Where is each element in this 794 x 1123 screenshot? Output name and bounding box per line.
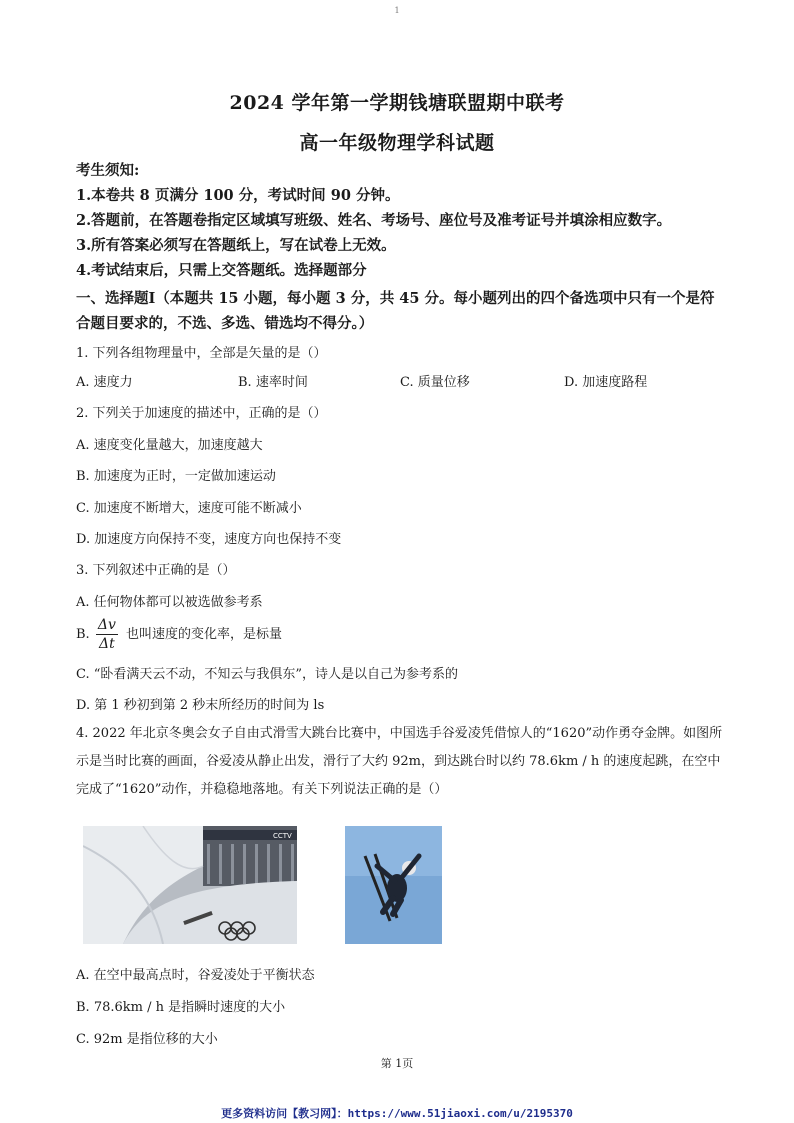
option: B. 加速度为正时，一定做加速运动	[76, 469, 276, 484]
option-label: B.	[76, 627, 90, 642]
option-with-fraction	[76, 616, 282, 653]
fraction-denominator: Δt	[98, 636, 115, 652]
exam-subtitle: 高一年级物理学科试题	[299, 132, 495, 154]
option: C. 加速度不断增大，速度可能不断减小	[76, 501, 302, 516]
option: C. 质量位移	[400, 375, 470, 390]
option: C. “卧看满天云不动，不知云与我俱东”，诗人是以自己为参考系的	[76, 667, 459, 682]
option: C. 92m 是指位移的大小	[76, 1032, 218, 1047]
question-3-stem: 3. 下列叙述中正确的是（）	[76, 563, 236, 578]
exam-title: 2024 学年第一学期钱塘联盟期中联考	[229, 92, 565, 114]
exam-notice	[76, 158, 671, 283]
notice-item: 2.答题前，在答题卷指定区域填写班级、姓名、考场号、座位号及准考证号并填涂相应数字。	[76, 212, 672, 229]
notice-item: 4.考试结束后，只需上交答题纸。选择题部分	[76, 262, 367, 279]
page-top-mark: 1	[394, 6, 400, 15]
option: A. 在空中最高点时，谷爱凌处于平衡状态	[76, 968, 315, 983]
section-heading: 一、选择题Ⅰ（本题共 15 小题，每小题 3 分，共 45 分。每小题列出的四个备选项中只有一个是符合题目要求的，不选、多选、错选均不得分。）	[76, 290, 715, 332]
tv-logo-text: CCTV	[273, 832, 292, 840]
ski-jump-photo	[83, 826, 297, 944]
option-text: 也叫速度的变化率，是标量	[126, 627, 283, 642]
resource-link[interactable]: 更多资料访问【教习网】：https://www.51jiaoxi.com/u/2195370	[221, 1107, 573, 1120]
page-number: 第 1页	[380, 1057, 414, 1070]
option: D. 加速度方向保持不变，速度方向也保持不变	[76, 532, 342, 547]
fraction-numerator: Δv	[97, 617, 116, 633]
question-2-stem: 2. 下列关于加速度的描述中，正确的是（）	[76, 406, 327, 421]
notice-heading: 考生须知:	[76, 162, 140, 179]
option: D. 第 1 秒初到第 2 秒末所经历的时间为 ls	[76, 698, 325, 713]
question-1-stem: 1. 下列各组物理量中，全部是矢量的是（）	[76, 346, 327, 361]
option: B. 78.6km / h 是指瞬时速度的大小	[76, 1000, 286, 1015]
option: B. 速率时间	[238, 375, 308, 390]
option: D. 加速度路程	[564, 375, 648, 390]
option: A. 速度力	[76, 375, 133, 390]
question-4-stem: 4. 2022 年北京冬奥会女子自由式滑雪大跳台比赛中，中国选手谷爱凌凭借惊人的“1620”动作勇夺金牌。如图所示是当时比赛的画面，谷爱凌从静止出发，滑行了大约 92m，到达跳台时以约 78.6km / h 的速度起跳，在空中完成了“1620”动作，并稳稳地落地。有关下列说法正确的是（）	[76, 726, 723, 797]
fraction	[96, 616, 118, 653]
option: A. 任何物体都可以被选做参考系	[76, 595, 263, 610]
notice-item: 3.所有答案必须写在答题纸上，写在试卷上无效。	[76, 237, 396, 254]
option: A. 速度变化量越大，加速度越大	[76, 438, 263, 453]
notice-item: 1.本卷共 8 页满分 100 分，考试时间 90 分钟。	[76, 187, 400, 204]
skier-in-air-photo	[345, 826, 442, 944]
